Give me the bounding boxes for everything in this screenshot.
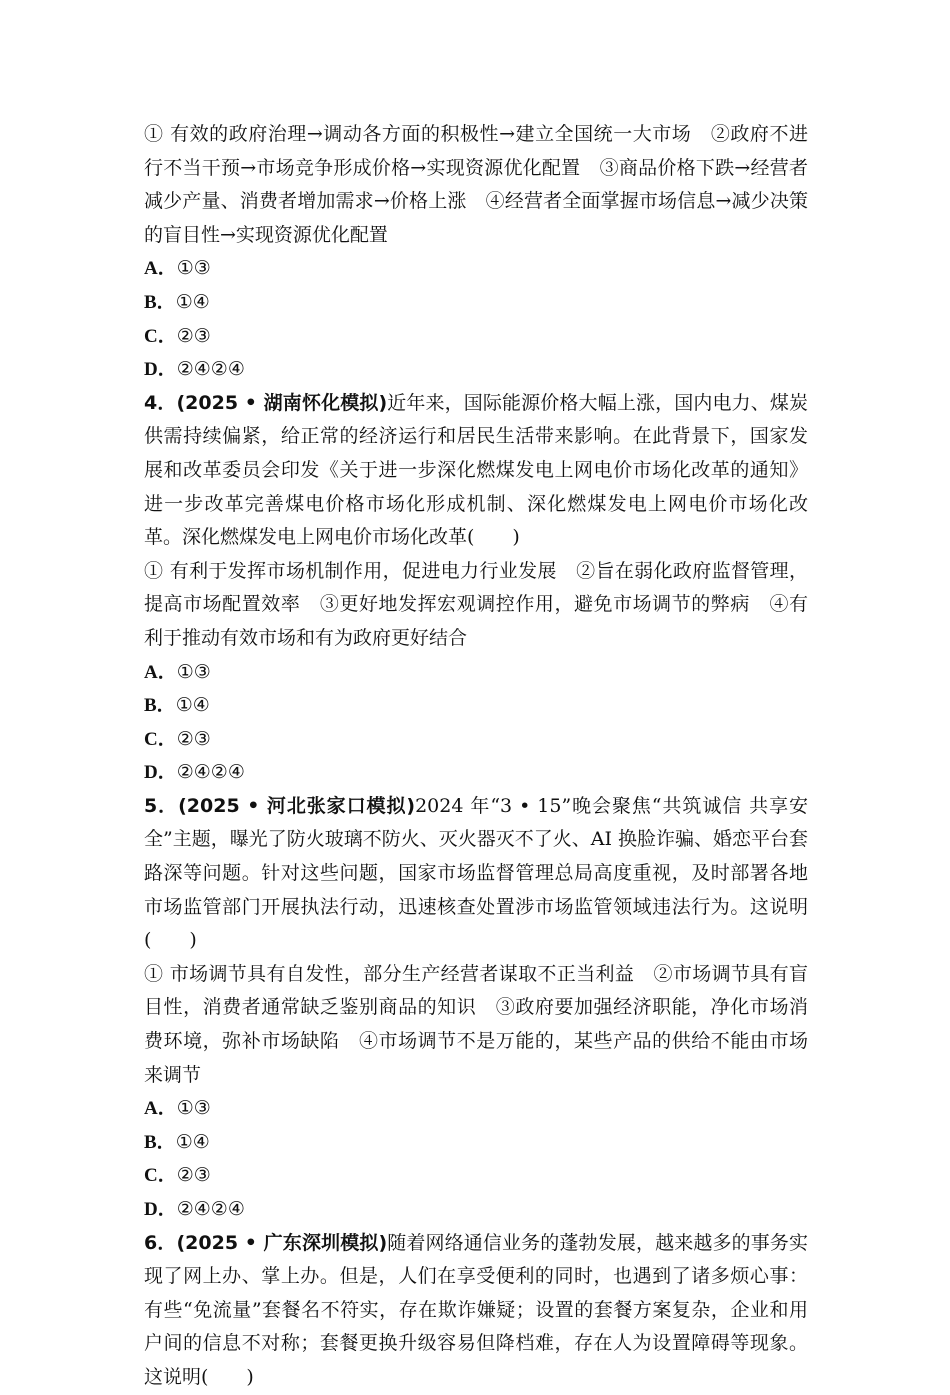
option-letter: C．: [144, 325, 177, 347]
option-letter: A．: [144, 1098, 177, 1120]
q6-source: (2025 • 广东深圳模拟): [176, 1231, 388, 1254]
option-text: ①③: [176, 660, 211, 683]
q5-option-b[interactable]: [144, 1126, 479, 1160]
q4-option-c[interactable]: [144, 723, 479, 757]
q5-stem: 2024 年“3 • 15”晚会聚焦“共筑诚信 共享安全”主题，曝光了防火玻璃不防火、灭火器灭不了火、AI 换脸诈骗、婚恋平台套路深等问题。针对这些问题，国家市场监督管理总局高度重视，及时部署各地市场监管部门开展执法行动，迅速核查处置涉市场监管领域违法行为。这说明( ): [144, 794, 808, 952]
q4-stem: 近年来，国际能源价格大幅上涨，国内电力、煤炭供需持续偏紧，给正常的经济运行和居民生活带来影响。在此背景下，国家发展和改革委员会印发《关于进一步深化燃煤发电上网电价市场化改革的通知》进一步改革完善煤电价格市场化形成机制、深化燃煤发电上网电价市场化改革。深化燃煤发电上网电价市场化改革( ): [144, 391, 808, 549]
q5-statements: ① 市场调节具有自发性，部分生产经营者谋取不正当利益 ②市场调节具有盲目性，消费者通常缺乏鉴别商品的知识 ③政府要加强经济职能，净化市场消费环境，弥补市场缺陷 ④市场调节不是万能的，某些产品的供给不能由市场来调节: [144, 962, 808, 1086]
q3-option-a[interactable]: [144, 252, 479, 286]
option-letter: D．: [144, 1199, 177, 1220]
option-text: ②④②④: [176, 358, 245, 381]
q4-option-d[interactable]: [144, 756, 479, 790]
option-text: ②④②④: [176, 761, 245, 784]
q4-number: 4．: [144, 391, 177, 414]
q5-stem-paragraph: [144, 790, 808, 958]
q3-option-b[interactable]: [144, 286, 479, 320]
option-letter: B．: [144, 1131, 176, 1153]
option-letter: C．: [144, 728, 177, 750]
option-text: ①④: [175, 290, 210, 313]
q6-stem-paragraph: [144, 1227, 808, 1395]
option-letter: D．: [144, 359, 177, 381]
option-text: ①③: [176, 257, 211, 280]
q4-source: (2025 • 湖南怀化模拟): [176, 391, 388, 414]
q5-option-d[interactable]: [144, 1193, 479, 1227]
q4-options: [144, 656, 808, 790]
option-letter: B．: [144, 291, 176, 313]
option-text: ②③: [176, 324, 211, 347]
option-letter: D．: [144, 762, 177, 784]
q4-stem-paragraph: [144, 387, 808, 555]
q4-option-b[interactable]: [144, 689, 479, 723]
q6-stem: 随着网络通信业务的蓬勃发展，越来越多的事务实现了网上办、掌上办。但是，人们在享受便利的同时，也遇到了诸多烦心事：有些“免流量”套餐名不符实，存在欺诈嫌疑；设置的套餐方案复杂，企业和用户间的信息不对称；套餐更换升级容易但降档难，存在人为设置障碍等现象。这说明( ): [144, 1231, 808, 1388]
option-text: ①④: [175, 694, 210, 717]
option-letter: B．: [144, 695, 176, 717]
q6-number: 6．: [144, 1231, 177, 1254]
q3-option-c[interactable]: [144, 320, 479, 354]
option-letter: C．: [144, 1165, 177, 1187]
option-text: ②③: [176, 1164, 211, 1187]
q5-source: (2025 • 河北张家口模拟): [178, 794, 416, 817]
document-page: [144, 118, 808, 1395]
q4-option-a[interactable]: [144, 656, 479, 690]
option-text: ①④: [175, 1130, 210, 1153]
q5-option-a[interactable]: [144, 1092, 479, 1126]
q5-options: [144, 1092, 808, 1226]
q5-number: 5．: [144, 794, 179, 817]
q5-option-c[interactable]: [144, 1159, 479, 1193]
option-text: ①③: [176, 1097, 211, 1120]
q3-option-d[interactable]: [144, 353, 479, 387]
q3-options: [144, 252, 808, 386]
option-text: ②③: [176, 727, 211, 750]
q3-statements: ① 有效的政府治理→调动各方面的积极性→建立全国统一大市场 ②政府不进行不当干预→市场竞争形成价格→实现资源优化配置 ③商品价格下跌→经营者减少产量、消费者增加需求→价格上涨 ④经营者全面掌握市场信息→减少决策的盲目性→实现资源优化配置: [144, 123, 808, 246]
q4-statements: ① 有利于发挥市场机制作用，促进电力行业发展 ②旨在弱化政府监督管理，提高市场配置效率 ③更好地发挥宏观调控作用，避免市场调节的弊病 ④有利于推动有效市场和有为政府更好结合: [144, 559, 808, 649]
option-letter: A．: [144, 661, 177, 683]
option-text: ②④②④: [176, 1198, 245, 1220]
option-letter: A．: [144, 258, 177, 280]
